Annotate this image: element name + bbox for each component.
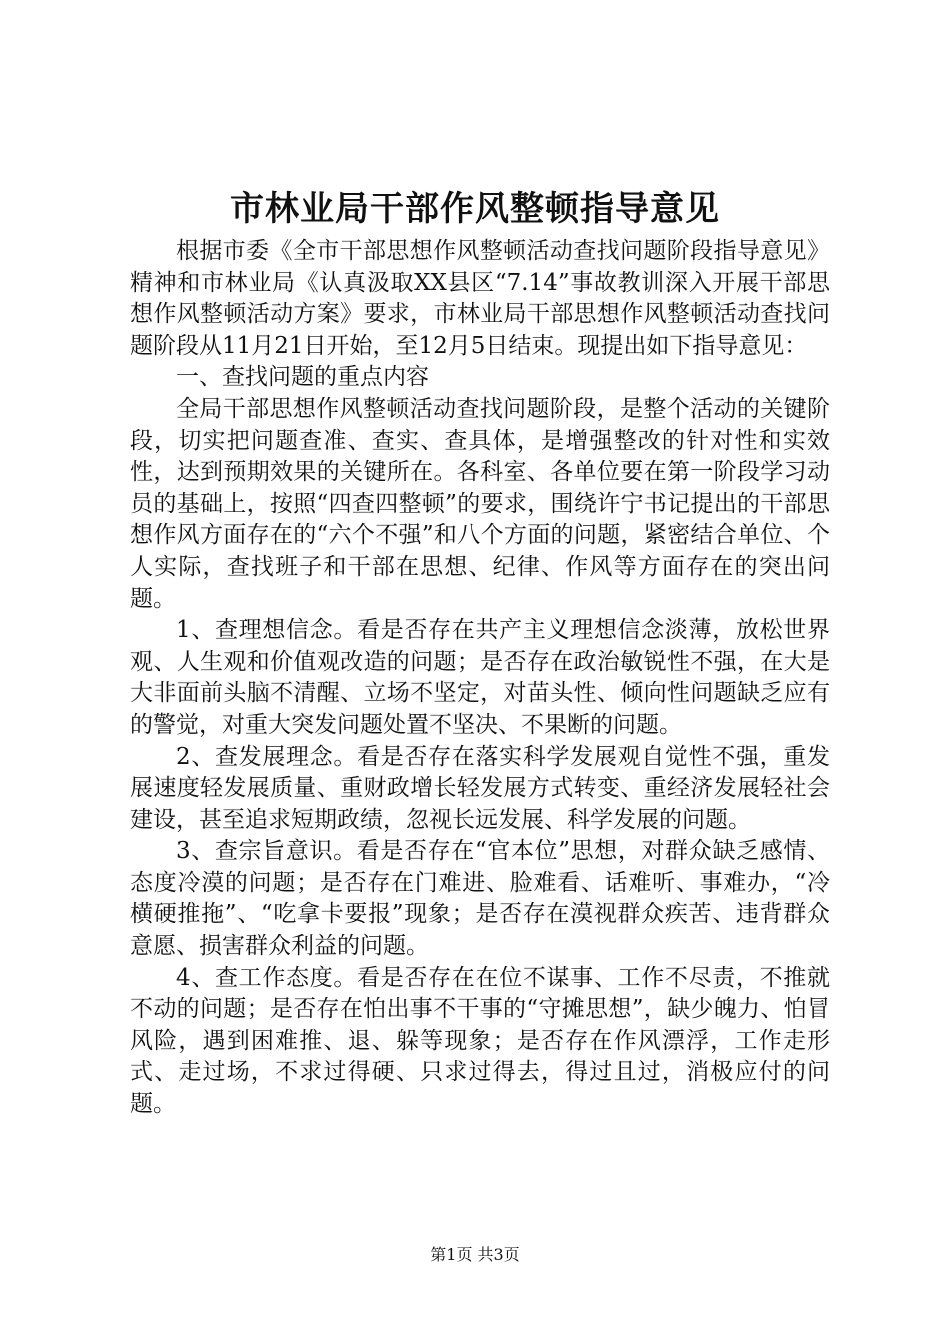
paragraph-item-4: 4、查工作态度。看是否存在在位不谋事、工作不尽责，不推就不动的问题；是否存在怕出事不干事的“守摊思想”，缺少魄力、怕冒风险，遇到困难推、退、躲等现象；是否存在作风漂浮，工作走形式、走过场，不求过得硬、只求过得去，得过且过，消极应付的问题。: [130, 964, 830, 1118]
paragraph-item-1: 1、查理想信念。看是否存在共产主义理想信念淡薄，放松世界观、人生观和价值观改造的问题；是否存在政治敏锐性不强，在大是大非面前头脑不清醒、立场不坚定，对苗头性、倾向性问题缺乏应有的警觉，对重大突发问题处置不坚决、不果断的问题。: [130, 617, 830, 738]
paragraph-intro: 根据市委《全市干部思想作风整顿活动查找问题阶段指导意见》精神和市林业局《认真汲取XX县区“7.14”事故教训深入开展干部思想作风整顿活动方案》要求，市林业局干部思想作风整顿活动查找问题阶段从11月21日开始，至12月5日结束。现提出如下指导意见：: [130, 238, 830, 359]
paragraph-item-3: 3、查宗旨意识。看是否存在“官本位”思想，对群众缺乏感情、态度冷漠的问题；是否存在门难进、脸难看、话难听、事难办，“冷横硬推拖”、“吃拿卡要报”现象；是否存在漠视群众疾苦、违背群众意愿、损害群众利益的问题。: [130, 838, 830, 960]
document-title: 市林业局干部作风整顿指导意见: [230, 189, 720, 229]
paragraph-overview: 全局干部思想作风整顿活动查找问题阶段，是整个活动的关键阶段，切实把问题查准、查实、查具体，是增强整改的针对性和实效性，达到预期效果的关键所在。各科室、各单位要在第一阶段学习动员的基础上，按照“四查四整顿”的要求，围绕许宁书记提出的干部思想作风方面存在的“六个不强”和八个方面的问题，紧密结合单位、个人实际，查找班子和干部在思想、纪律、作风等方面存在的突出问题。: [130, 395, 830, 612]
section-heading: 一、查找问题的重点内容: [176, 364, 429, 391]
document-body: [130, 236, 830, 1121]
paragraph-item-2: 2、查发展理念。看是否存在落实科学发展观自觉性不强，重发展速度轻发展质量、重财政增长轻发展方式转变、重经济发展轻社会建设，甚至追求短期政绩，忽视长远发展、科学发展的问题。: [130, 743, 830, 833]
page-footer: 第1页 共3页: [430, 1245, 520, 1264]
